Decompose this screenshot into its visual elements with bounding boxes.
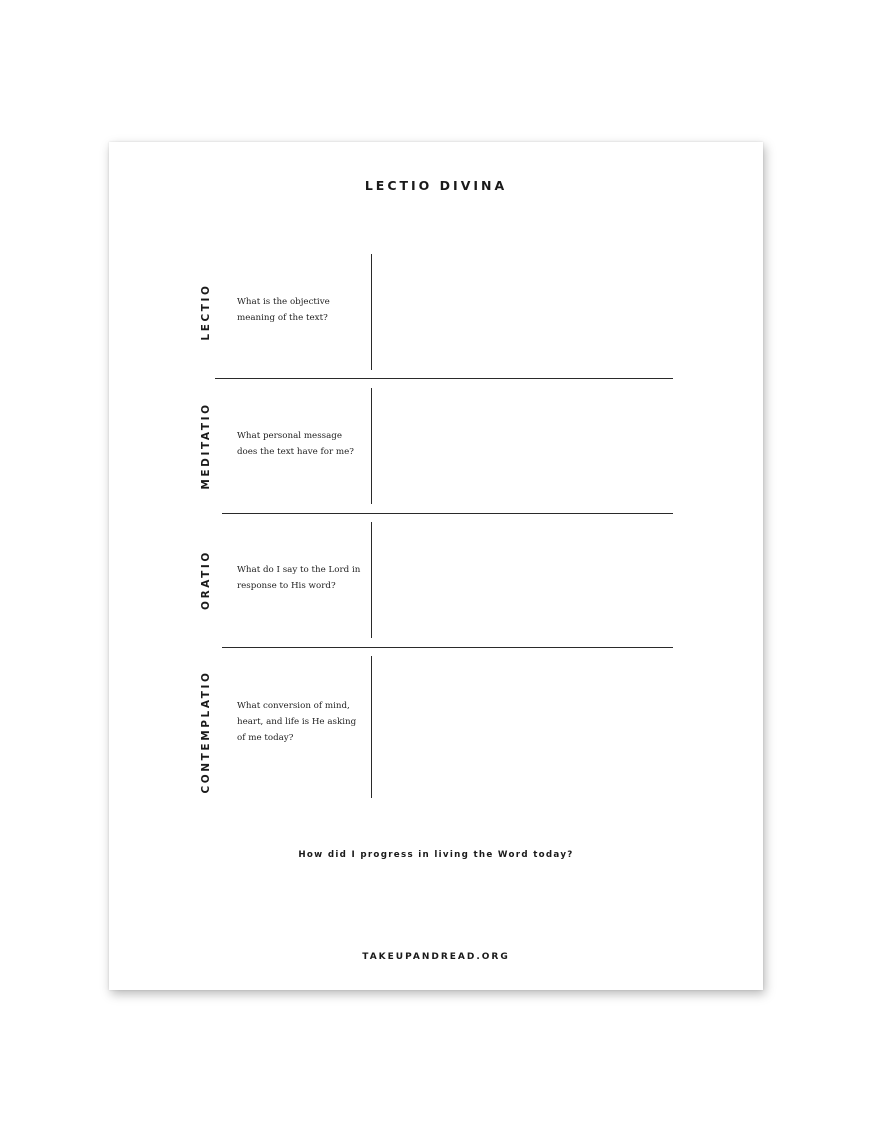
section-prompt-lectio: What is the objective meaning of the text? <box>237 297 330 323</box>
section-divider-2 <box>222 513 673 514</box>
page-title: LECTIO DIVINA <box>364 178 508 193</box>
closing-question: How did I progress in living the Word today? <box>298 850 574 860</box>
column-divider-contemplatio <box>371 656 372 798</box>
section-prompt-oratio: What do I say to the Lord in response to His word? <box>237 565 361 591</box>
section-label-text: CONTEMPLATIO <box>200 670 212 794</box>
column-divider-oratio <box>371 522 372 638</box>
section-divider-1 <box>215 378 673 379</box>
section-label-text: ORATIO <box>200 550 212 610</box>
section-prompt-contemplatio: What conversion of mind, heart, and life is He asking of me today? <box>237 701 357 743</box>
section-label-text: MEDITATIO <box>200 402 212 490</box>
worksheet-page <box>109 142 763 990</box>
section-divider-3 <box>222 647 673 648</box>
footer-website: TAKEUPANDREAD.ORG <box>362 952 510 962</box>
column-divider-meditatio <box>371 388 372 504</box>
column-divider-lectio <box>371 254 372 370</box>
section-label-text: LECTIO <box>200 283 212 341</box>
section-prompt-meditatio: What personal message does the text have for me? <box>237 431 354 457</box>
